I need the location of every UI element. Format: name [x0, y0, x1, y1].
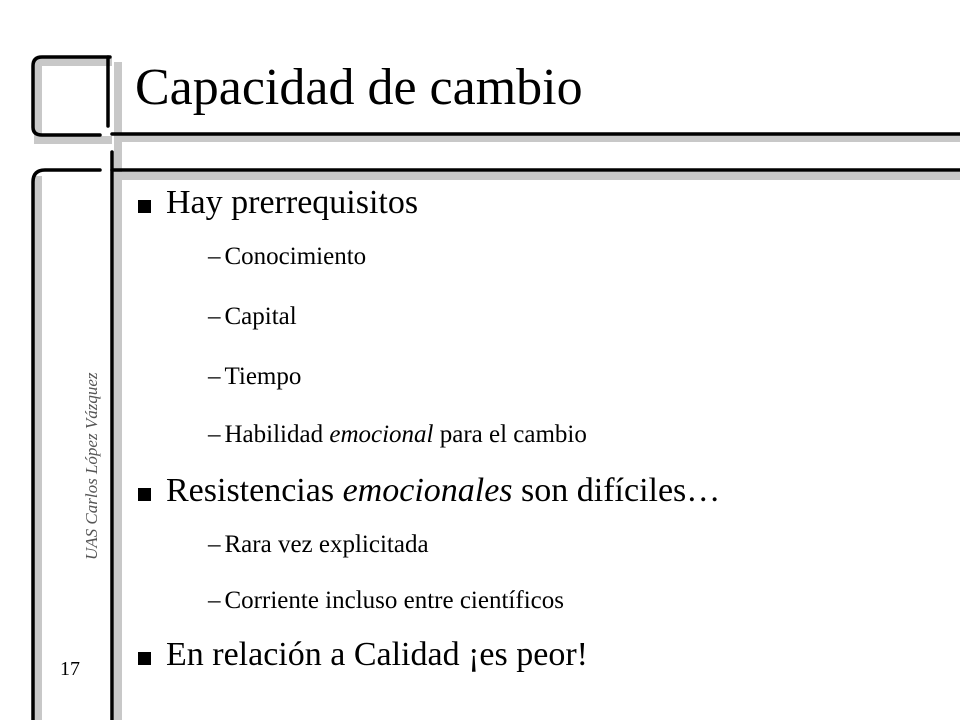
dash-marker: – — [208, 363, 221, 390]
bullet-emphasis: emocionales — [342, 472, 513, 509]
bullet-text-pre: Resistencias — [166, 472, 343, 509]
square-bullet-icon — [138, 488, 151, 501]
dash-marker: – — [208, 587, 221, 614]
square-bullet-icon — [138, 200, 151, 213]
dash-marker: – — [208, 531, 221, 558]
sub-bullet-item — [128, 422, 928, 450]
bullet-item — [128, 186, 928, 222]
page-number: 17 — [60, 658, 80, 680]
sub-bullet-item — [128, 304, 928, 332]
sub-bullet-text: Corriente incluso entre científicos — [224, 587, 564, 614]
sub-bullet-text: Conocimiento — [224, 243, 367, 270]
sub-bullet-emphasis: emocional — [329, 421, 434, 448]
sub-bullet-text-pre: Habilidad — [224, 421, 330, 448]
bullet-text: Hay prerrequisitos — [166, 184, 419, 221]
dash-marker: – — [208, 303, 221, 330]
author-sidebar-text: UAS Carlos López Vázquez — [82, 372, 101, 560]
bullet-item — [128, 474, 928, 510]
sub-bullet-text-post: para el cambio — [433, 421, 587, 448]
bullet-text-post: son difíciles… — [512, 472, 721, 509]
sub-bullet-item — [128, 364, 928, 392]
sub-bullet-item — [128, 244, 928, 272]
sub-bullet-text: Capital — [224, 303, 297, 330]
page-title: Capacidad de cambio — [135, 59, 583, 116]
bullet-item — [128, 638, 928, 674]
sub-bullet-text: Rara vez explicitada — [224, 531, 429, 558]
bullet-text: En relación a Calidad ¡es peor! — [166, 636, 588, 673]
dash-marker: – — [208, 421, 221, 448]
dash-marker: – — [208, 243, 221, 270]
sub-bullet-item — [128, 532, 928, 560]
bullet-list — [128, 186, 928, 674]
square-bullet-icon — [138, 652, 151, 665]
sub-bullet-item — [128, 588, 928, 616]
sub-bullet-text: Tiempo — [224, 363, 302, 390]
